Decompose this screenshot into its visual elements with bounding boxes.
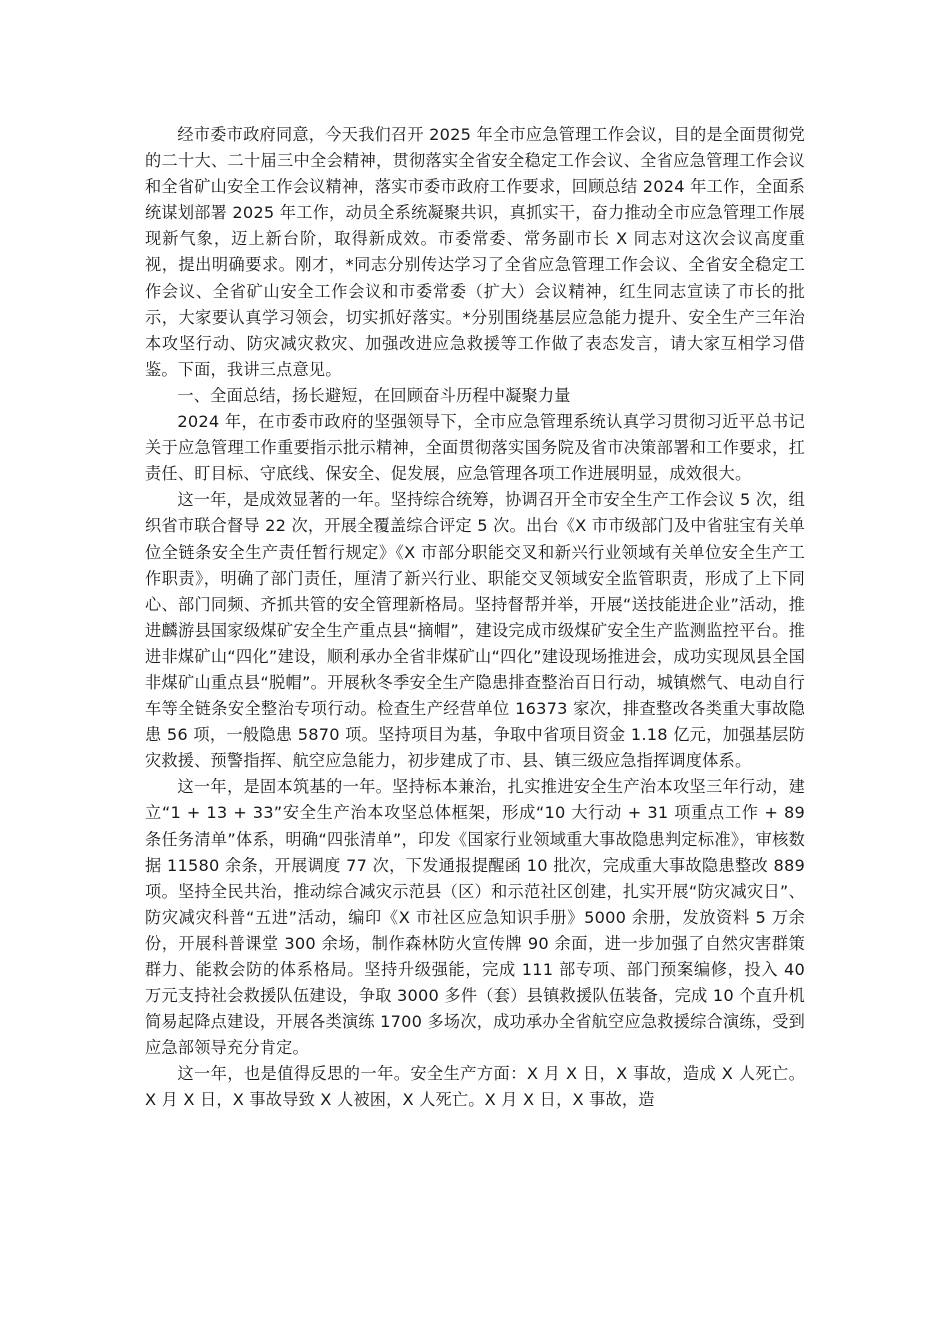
document-body: [145, 122, 805, 1114]
paragraph-opening: 经市委市政府同意，今天我们召开 2025 年全市应急管理工作会议，目的是全面贯彻党的二十大、二十届三中全会精神，贯彻落实全省安全稳定工作会议、全省应急管理工作会议和全省矿山安全工作会议精神，落实市委市政府工作要求，回顾总结 2024 年工作，全面系统谋划部署 2025 年工作，动员全系统凝聚共识，真抓实干，奋力推动全市应急管理工作展现新气象，迈上新台阶，取得新成效。市委常委、常务副市长 X 同志对这次会议高度重视，提出明确要求。刚才，*同志分别传达学习了全省应急管理工作会议、全省安全稳定工作会议、全省矿山安全工作会议和市委常委（扩大）会议精神，红生同志宣读了市长的批示，大家要认真学习领会，切实抓好落实。*分别围绕基层应急能力提升、安全生产三年治本攻坚行动、防灾减灾救灾、加强改进应急救援等工作做了表态发言，请大家互相学习借鉴。下面，我讲三点意见。: [145, 125, 805, 379]
paragraph-achievements: 这一年，是成效显著的一年。坚持综合统筹，协调召开全市安全生产工作会议 5 次，组织省市联合督导 22 次，开展全覆盖综合评定 5 次。出台《X 市市级部门及中省驻宝有关单位全链条安全生产责任暂行规定》《X 市部分职能交叉和新兴行业领域有关单位安全生产工作职责》，明确了部门责任，厘清了新兴行业、职能交叉领域安全监管职责，形成了上下同心、部门同频、齐抓共管的安全管理新格局。坚持督帮并举，开展“送技能进企业”活动，推进麟游县国家级煤矿安全生产重点县“摘帽”，建设完成市级煤矿安全生产监测监控平台。推进非煤矿山“四化”建设，顺利承办全省非煤矿山“四化”建设现场推进会，成功实现凤县全国非煤矿山重点县“脱帽”。开展秋冬季安全生产隐患排查整治百日行动，城镇燃气、电动自行车等全链条安全整治专项行动。检查生产经营单位 16373 家次，排查整改各类重大事故隐患 56 项，一般隐患 5870 项。坚持项目为基，争取中省项目资金 1.18 亿元，加强基层防灾救援、预警指挥、航空应急能力，初步建成了市、县、镇三级应急指挥调度体系。: [145, 490, 805, 771]
paragraph-foundation: 这一年，是固本筑基的一年。坚持标本兼治，扎实推进安全生产治本攻坚三年行动，建立“1 + 13 + 33”安全生产治本攻坚总体框架，形成“10 大行动 + 31 项重点工作 + 89 条任务清单”体系，明确“四张清单”，印发《国家行业领域重大事故隐患判定标准》，审核数据 11580 余条，开展调度 77 次，下发通报提醒函 10 批次，完成重大事故隐患整改 889 项。坚持全民共治，推动综合减灾示范县（区）和示范社区创建，扎实开展“防灾减灾日”、防灾减灾科普“五进”活动，编印《X 市社区应急知识手册》5000 余册，发放资料 5 万余份，开展科普课堂 300 余场，制作森林防火宣传牌 90 余面，进一步加强了自然灾害群策群力、能救会防的体系格局。坚持升级强能，完成 111 部专项、部门预案编修，投入 40 万元支持社会救援队伍建设，争取 3000 多件（套）县镇救援队伍装备，完成 10 个直升机简易起降点建设，开展各类演练 1700 多场次，成功承办全省航空应急救援综合演练，受到应急部领导充分肯定。: [145, 777, 805, 1058]
paragraph-2024-overview: 2024 年，在市委市政府的坚强领导下，全市应急管理系统认真学习贯彻习近平总书记关于应急管理工作重要指示批示精神，全面贯彻落实国务院及省市决策部署和工作要求，扛责任、盯目标、守底线、保安全、促发展，应急管理各项工作进展明显，成效很大。: [145, 412, 805, 484]
section-heading-1: 一、全面总结，扬长避短，在回顾奋斗历程中凝聚力量: [177, 385, 571, 405]
paragraph-reflection: 这一年，也是值得反思的一年。安全生产方面：X 月 X 日，X 事故，造成 X 人死亡。X 月 X 日，X 事故导致 X 人被困，X 人死亡。X 月 X 日，X 事故，造: [145, 1064, 805, 1110]
